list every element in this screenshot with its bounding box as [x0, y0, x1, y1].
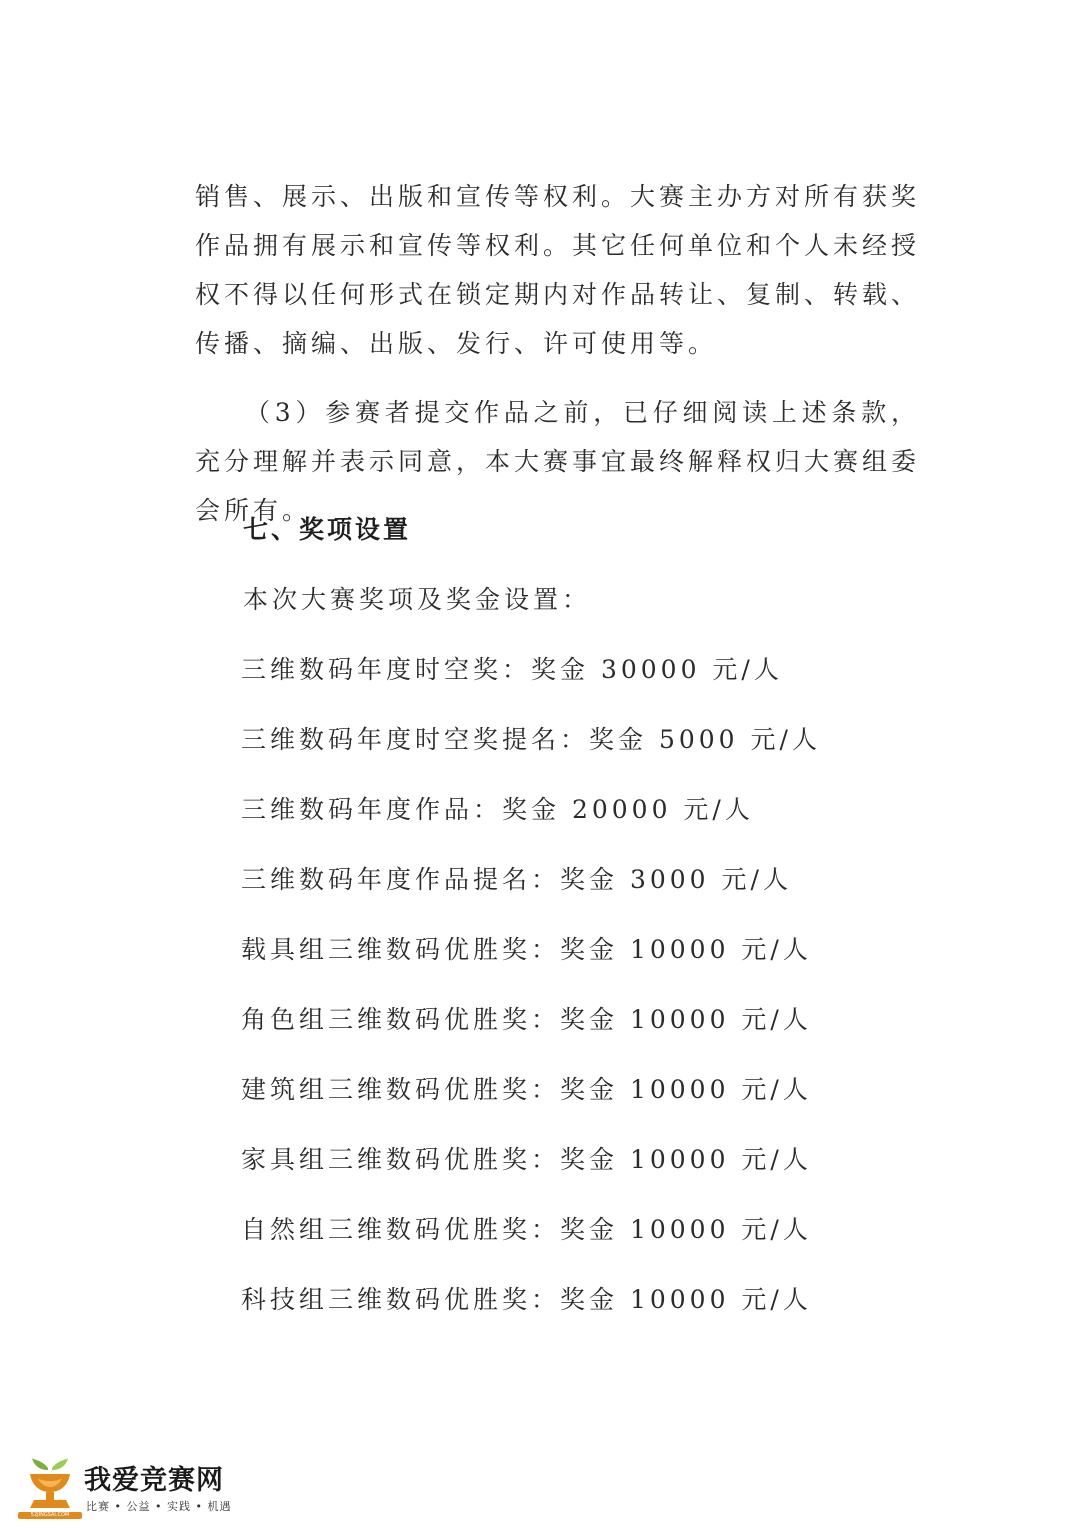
prize-list	[241, 652, 821, 1352]
logo-tagline: 比赛 • 公益 • 实践 • 机遇	[86, 1500, 232, 1513]
paragraph-agreement: （3）参赛者提交作品之前，已仔细阅读上述条款，充分理解并表示同意，本大赛事宜最终解释权归大赛组委会所有。	[195, 398, 921, 525]
logo-domain: 52JINGSAI.COM	[18, 1512, 82, 1519]
prize-item: 载具组三维数码优胜奖：奖金 10000 元/人	[241, 935, 812, 964]
logo-title: 我爱竞赛网	[84, 1465, 224, 1496]
prize-item: 科技组三维数码优胜奖：奖金 10000 元/人	[241, 1285, 812, 1314]
prize-intro: 本次大赛奖项及奖金设置：	[243, 585, 592, 614]
paragraph-rights: 销售、展示、出版和宣传等权利。大赛主办方对所有获奖作品拥有展示和宣传等权利。其它任何单位和个人未经授权不得以任何形式在锁定期内对作品转让、复制、转载、传播、摘编、出版、发行、许可使用等。	[195, 182, 921, 358]
site-watermark-logo	[18, 1454, 268, 1520]
prize-item: 建筑组三维数码优胜奖：奖金 10000 元/人	[241, 1075, 812, 1104]
section-heading: 七、奖项设置	[243, 515, 412, 544]
prize-item: 三维数码年度作品：奖金 20000 元/人	[241, 795, 754, 824]
prize-item: 三维数码年度时空奖：奖金 30000 元/人	[241, 655, 783, 684]
prize-item: 角色组三维数码优胜奖：奖金 10000 元/人	[241, 1005, 812, 1034]
prize-item: 家具组三维数码优胜奖：奖金 10000 元/人	[241, 1145, 812, 1174]
prize-item: 三维数码年度作品提名：奖金 3000 元/人	[241, 865, 792, 894]
trophy-logo-icon	[18, 1454, 82, 1518]
prize-item: 三维数码年度时空奖提名：奖金 5000 元/人	[241, 725, 821, 754]
prize-item: 自然组三维数码优胜奖：奖金 10000 元/人	[241, 1215, 812, 1244]
